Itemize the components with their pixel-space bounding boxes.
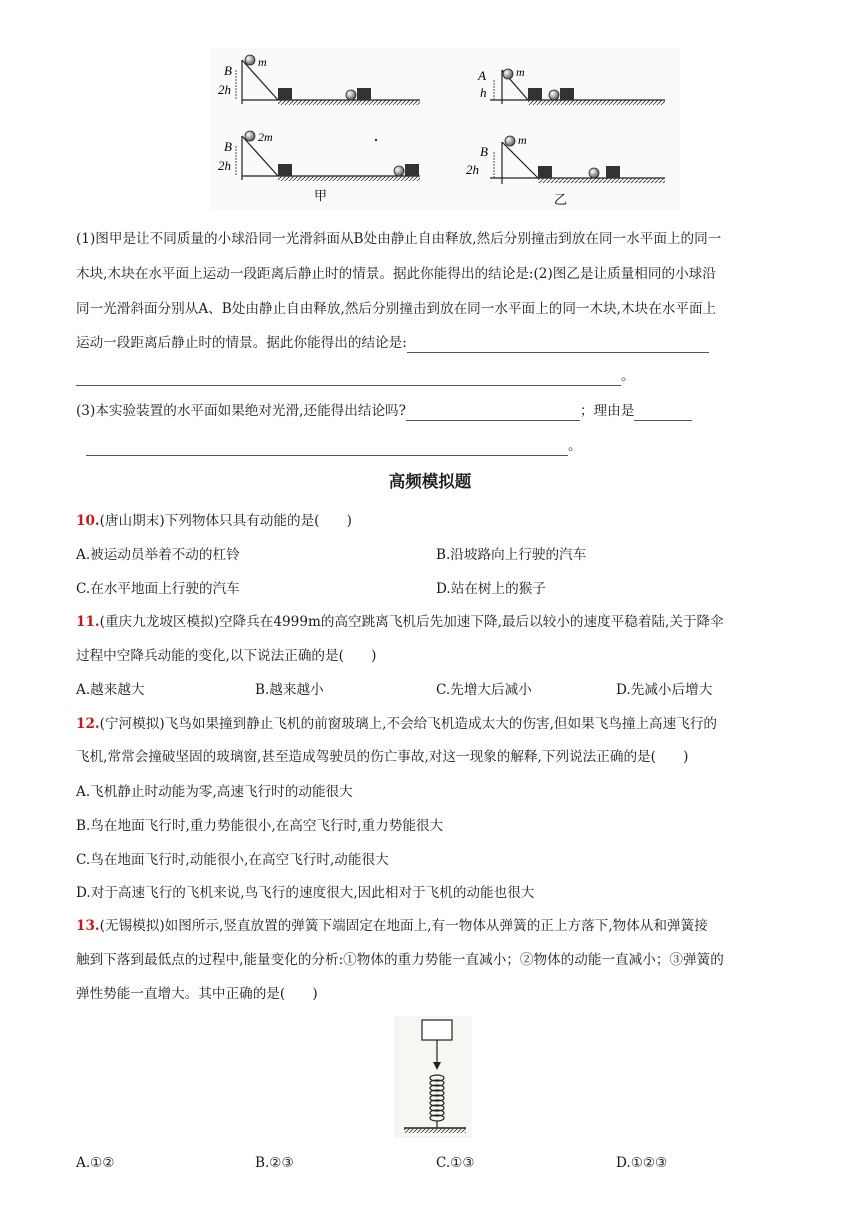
q9-part1-line1: (1)图甲是让不同质量的小球沿同一光滑斜面从B处由静止自由释放,然后分别撞击到放在同一水平面上的同一 <box>76 231 722 247</box>
question-12 <box>76 714 717 734</box>
panel-height-label: 2h <box>218 158 231 173</box>
panel-point-label: B <box>224 63 232 78</box>
q9-part3-blank-reason[interactable] <box>634 405 692 421</box>
option-a[interactable]: A.越来越大 <box>76 682 145 698</box>
question-13-line3: 弹性势能一直增大。其中正确的是( ) <box>76 986 318 1002</box>
q9-part2-line3 <box>76 366 635 386</box>
question-number: 10. <box>76 513 100 529</box>
question-13-line2: 触到下落到最低点的过程中,能量变化的分析:①物体的重力势能一直减小；②物体的动能一直减小；③弹簧的 <box>76 952 724 968</box>
option-d[interactable]: D.先减小后增大 <box>616 682 713 698</box>
question-text: (无锡模拟)如图所示,竖直放置的弹簧下端固定在地面上,有一物体从弹簧的正上方落下,物体从和弹簧接 <box>99 918 708 934</box>
panel-mass-label: 2m <box>258 130 273 144</box>
q9-part3-text: (3)本实验装置的水平面如果绝对光滑,还能得出结论吗? <box>76 403 406 419</box>
q9-part3-end: 。 <box>568 438 582 454</box>
q9-part3-line1 <box>76 401 692 421</box>
q9-part2-line1: 同一光滑斜面分别从A、B处由静止自由释放,然后分别撞击到放在同一水平面上的同一木块,木块在水平面上 <box>76 301 717 317</box>
question-number: 11. <box>76 614 100 630</box>
spring-figure <box>394 1016 472 1138</box>
option-b[interactable]: B.沿坡路向上行驶的汽车 <box>436 547 587 563</box>
q9-part2-blank-2[interactable] <box>76 370 621 386</box>
option-b[interactable]: B.②③ <box>255 1155 294 1171</box>
panel-mass-label: m <box>258 55 267 69</box>
experiment-figure <box>210 48 680 210</box>
option-c[interactable]: C.先增大后减小 <box>436 682 532 698</box>
question-number: 13. <box>76 918 100 934</box>
q9-part2-blank[interactable] <box>407 337 709 353</box>
question-text: (唐山期末)下列物体只具有动能的是( ) <box>99 513 352 529</box>
question-text: (宁河模拟)飞鸟如果撞到静止飞机的前窗玻璃上,不会给飞机造成太大的伤害,但如果飞鸟撞上高速飞行的 <box>99 716 718 732</box>
question-number: 12. <box>76 716 100 732</box>
option-a[interactable]: A.被运动员举着不动的杠铃 <box>76 547 240 563</box>
section-title: 高频模拟题 <box>388 472 472 491</box>
panel-point-label: B <box>480 144 488 159</box>
figure-label-jia: 甲 <box>314 189 328 204</box>
q9-part3-blank-2[interactable] <box>86 440 568 456</box>
q9-part1-line2: 木块,木块在水平面上运动一段距离后静止时的情景。据此你能得出的结论是:(2)图乙是让质量相同的小球沿 <box>76 266 716 282</box>
option-b[interactable]: B.越来越小 <box>255 682 324 698</box>
option-a[interactable]: A.飞机静止时动能为零,高速飞行时的动能很大 <box>76 784 353 800</box>
q9-part3-line2 <box>86 436 582 456</box>
option-c[interactable]: C.①③ <box>436 1155 475 1171</box>
question-text: (重庆九龙坡区模拟)空降兵在4999m的高空跳离飞机后先加速下降,最后以较小的速度平稳着陆,关于降伞 <box>99 614 724 630</box>
q9-part2-text: 运动一段距离后静止时的情景。据此你能得出的结论是: <box>76 335 407 351</box>
q9-part3-mid: ；理由是 <box>579 403 635 419</box>
panel-height-label: 2h <box>466 162 479 177</box>
panel-mass-label: m <box>516 65 525 79</box>
panel-height-label: 2h <box>218 82 231 97</box>
option-c[interactable]: C.在水平地面上行驶的汽车 <box>76 581 240 597</box>
question-12-line2: 飞机,常常会撞破坚固的玻璃窗,甚至造成驾驶员的伤亡事故,对这一现象的解释,下列说法正确的是( ) <box>76 749 689 765</box>
figure-label-yi: 乙 <box>554 193 568 208</box>
option-d[interactable]: D.①②③ <box>616 1155 668 1171</box>
panel-mass-label: m <box>518 133 527 147</box>
question-11-line2: 过程中空降兵动能的变化,以下说法正确的是( ) <box>76 648 377 664</box>
question-13 <box>76 916 708 936</box>
panel-point-label: B <box>224 139 232 154</box>
option-d[interactable]: D.站在树上的猴子 <box>436 581 546 597</box>
option-a[interactable]: A.①② <box>76 1155 115 1171</box>
panel-height-label: h <box>480 85 487 100</box>
panel-point-label: A <box>478 68 486 83</box>
option-d[interactable]: D.对于高速飞行的飞机来说,鸟飞行的速度很大,因此相对于飞机的动能也很大 <box>76 885 535 901</box>
option-b[interactable]: B.鸟在地面飞行时,重力势能很小,在高空飞行时,重力势能很大 <box>76 818 444 834</box>
q9-part3-blank[interactable] <box>406 405 580 421</box>
q9-part2-line2 <box>76 333 709 353</box>
option-c[interactable]: C.鸟在地面飞行时,动能很小,在高空飞行时,动能很大 <box>76 852 389 868</box>
q9-part2-end: 。 <box>621 368 635 384</box>
question-10 <box>76 511 352 531</box>
question-11 <box>76 612 724 632</box>
